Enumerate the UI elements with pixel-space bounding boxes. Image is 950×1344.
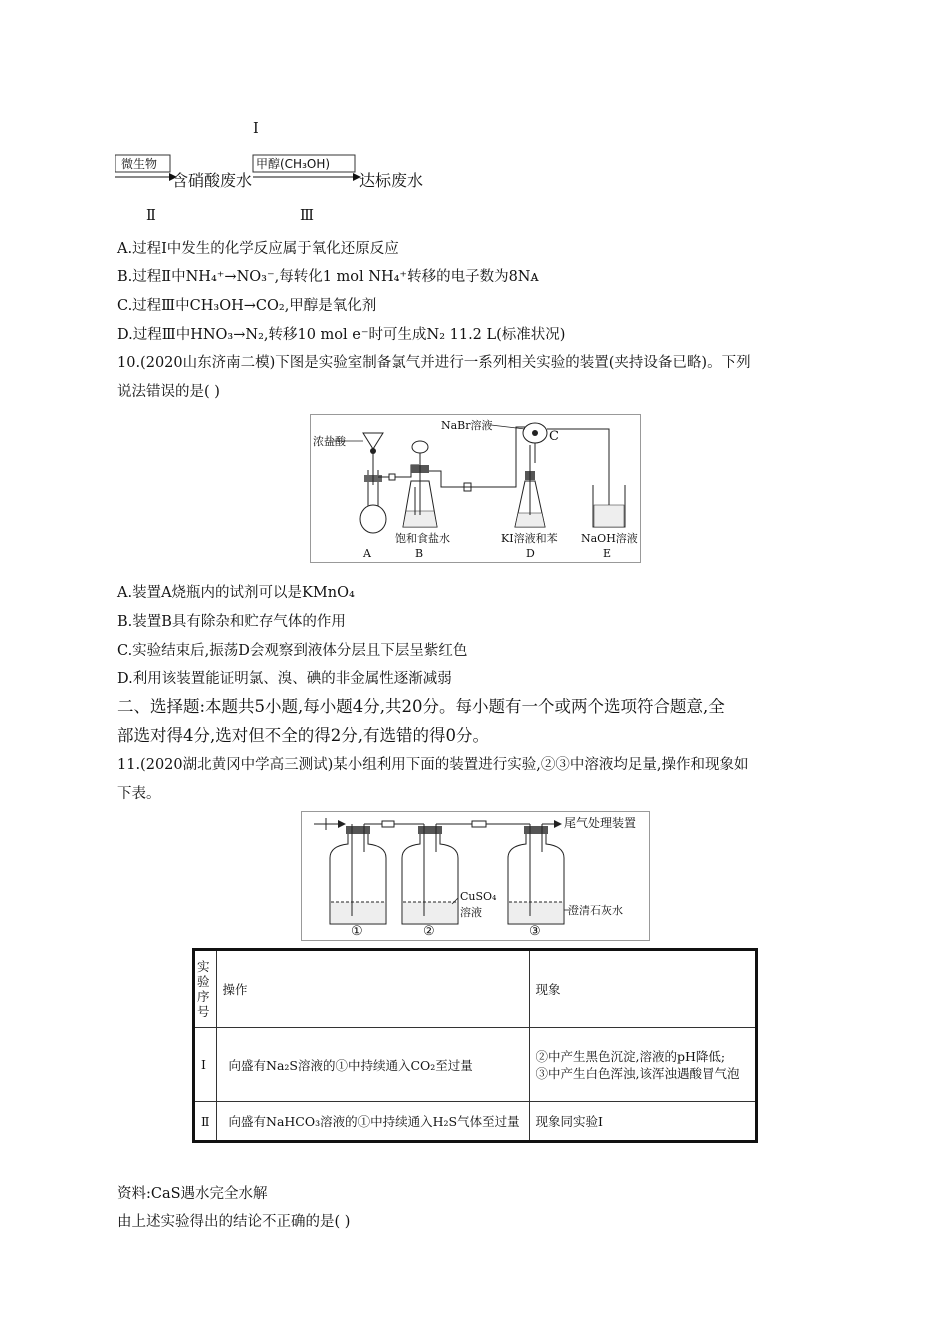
header-exp-no: 实验序号 — [194, 950, 217, 1028]
row2-operation: 向盛有NaHCO₃溶液的①中持续通入H₂S气体至过量 — [216, 1102, 529, 1142]
q11-stem-line1: 11.(2020湖北黄冈中学高三测试)某小组利用下面的装置进行实验,②③中溶液均足量,操作和现象如 — [117, 757, 749, 773]
q9-option-a: A.过程Ⅰ中发生的化学反应属于氧化还原反应 — [117, 241, 399, 257]
label-e: E — [603, 547, 612, 560]
flow-roman-1: Ⅰ — [253, 121, 259, 137]
table-header-row — [194, 950, 757, 1028]
label-d: D — [526, 547, 535, 560]
q10-option-c: C.实验结束后,振荡D会观察到液体分层且下层呈紫红色 — [117, 643, 468, 659]
chlorine-apparatus-figure — [310, 414, 641, 563]
label-ki-benzene: KI溶液和苯 — [501, 532, 558, 545]
three-bottle-apparatus-figure — [301, 811, 650, 941]
section2-heading-line2: 部选对得4分,选对但不全的得2分,有选错的得0分。 — [117, 726, 489, 745]
label-cuso4: CuSO₄ — [460, 890, 497, 903]
row1-phenomenon — [529, 1028, 757, 1102]
q11-note: 资料:CaS遇水完全水解 — [117, 1186, 268, 1202]
row1-phenomenon-line2: ③中产生白色浑浊,该浑浊遇酸冒气泡 — [535, 1065, 740, 1081]
flow-node-2: 达标废水 — [359, 171, 424, 190]
label-limewater: 澄清石灰水 — [568, 904, 623, 917]
label-saturated-brine: 饱和食盐水 — [395, 532, 450, 545]
table-row — [194, 1102, 757, 1142]
row1-phenomenon-line1: ②中产生黑色沉淀,溶液的pH降低; — [535, 1048, 726, 1064]
row2-no: Ⅱ — [194, 1102, 217, 1142]
label-naoh-solution: NaOH溶液 — [581, 532, 638, 545]
experiment-table — [192, 948, 758, 1143]
label-bottle-1: ① — [351, 924, 363, 939]
section2-heading-line1: 二、选择题:本题共5小题,每小题4分,共20分。每小题有一个或两个选项符合题意,全 — [117, 697, 725, 716]
label-bottle-3: ③ — [529, 924, 541, 939]
row2-phenomenon: 现象同实验Ⅰ — [529, 1102, 757, 1142]
q11-question: 由上述实验得出的结论不正确的是( ) — [117, 1214, 351, 1230]
q9-option-b: B.过程Ⅱ中NH₄⁺→NO₃⁻,每转化1 mol NH₄⁺转移的电子数为8Nᴀ — [117, 269, 539, 285]
label-b: B — [415, 547, 424, 560]
table-row — [194, 1028, 757, 1102]
flow-arrow2-label: 甲醇(CH₃OH) — [256, 157, 331, 171]
arrow-icon — [554, 820, 562, 828]
label-conc-hcl: 浓盐酸 — [313, 435, 346, 448]
row1-no: Ⅰ — [194, 1028, 217, 1102]
flow-roman-3: Ⅲ — [300, 208, 314, 224]
label-c: C — [549, 429, 559, 444]
header-operation: 操作 — [216, 950, 529, 1028]
label-cuso4-solution: 溶液 — [460, 906, 482, 919]
arrow-icon — [338, 820, 346, 828]
q10-stem-line2: 说法错误的是( ) — [117, 384, 220, 400]
flow-roman-2: Ⅱ — [146, 208, 156, 224]
q10-option-a: A.装置A烧瓶内的试剂可以是KMnO₄ — [117, 585, 355, 601]
flow-node-1: 含硝酸废水 — [172, 171, 253, 190]
q10-option-d: D.利用该装置能证明氯、溴、碘的非金属性逐渐减弱 — [117, 671, 452, 687]
q10-stem-line1: 10.(2020山东济南二模)下图是实验室制备氯气并进行一系列相关实验的装置(夹持设备已略)。下列 — [117, 355, 751, 371]
q9-option-c: C.过程Ⅲ中CH₃OH→CO₂,甲醇是氧化剂 — [117, 298, 377, 314]
q10-option-b: B.装置B具有除杂和贮存气体的作用 — [117, 614, 346, 630]
label-bottle-2: ② — [423, 924, 435, 939]
q11-stem-line2: 下表。 — [117, 786, 161, 802]
row1-operation: 向盛有Na₂S溶液的①中持续通入CO₂至过量 — [216, 1028, 529, 1102]
flow-arrow1-label: 微生物 — [121, 157, 158, 171]
label-a: A — [363, 547, 371, 560]
label-nabr-solution: NaBr溶液 — [441, 419, 493, 432]
q9-option-d: D.过程Ⅲ中HNO₃→N₂,转移10 mol e⁻时可生成N₂ 11.2 L(标准状况) — [117, 327, 566, 343]
header-phenomenon: 现象 — [529, 950, 757, 1028]
label-exhaust-treatment: 尾气处理装置 — [564, 816, 637, 830]
